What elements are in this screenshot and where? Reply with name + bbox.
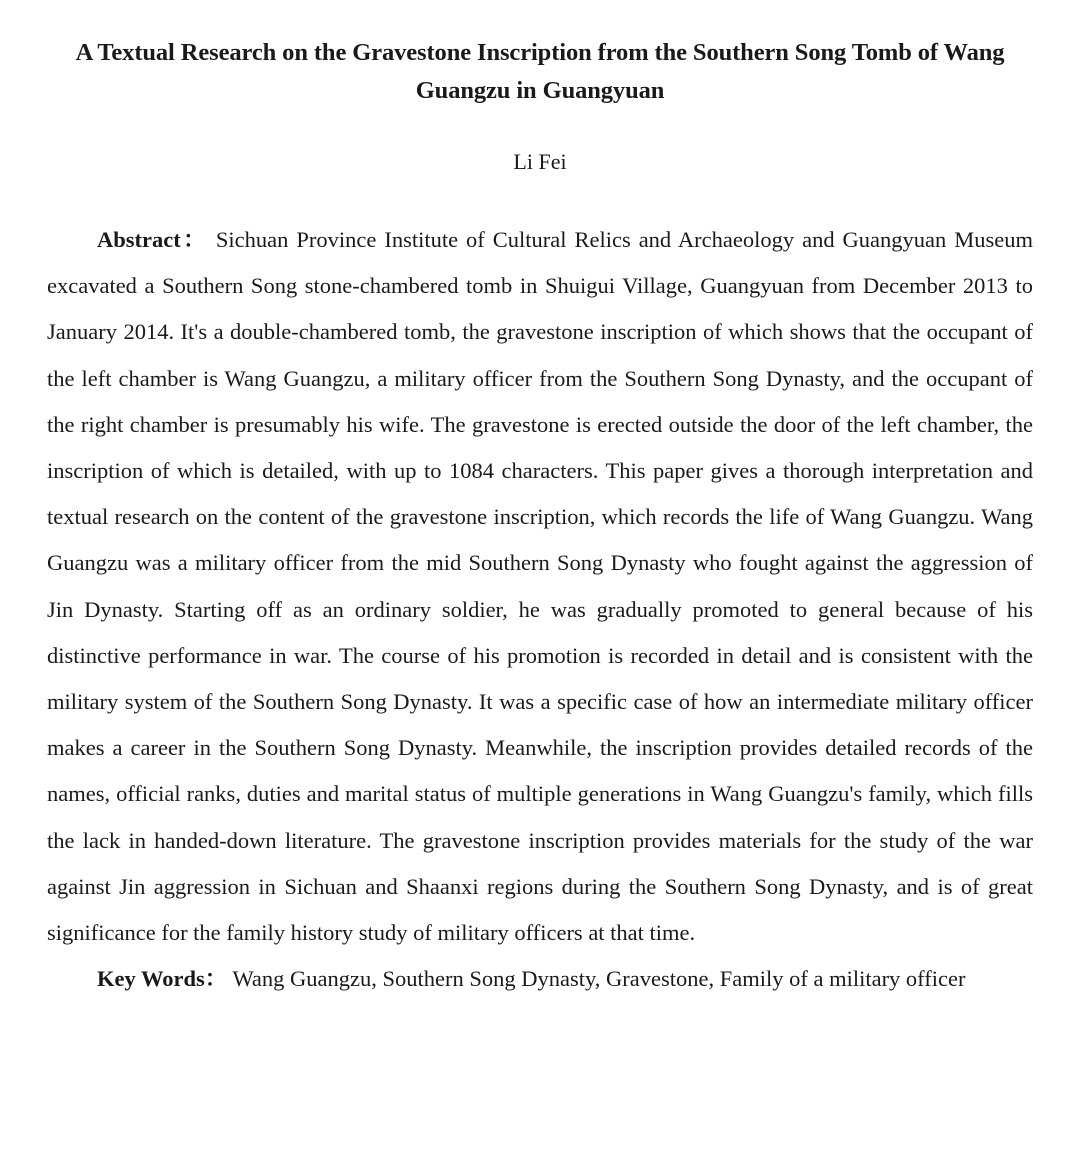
abstract-text: Sichuan Province Institute of Cultural Relics and Archaeology and Guangyuan Museum excavated a Southern Song stone-chambered tomb in Shuigui Village, Guangyuan from December 2013 to January 2014. It's a double-chambered tomb, the gravestone inscription of which shows that the occupant of the left chamber is Wang Guangzu, a military officer from the Southern Song Dynasty, and the occupant of the right chamber is presumably his wife. The gravestone is erected outside the door of the left chamber, the inscription of which is detailed, with up to 1084 characters. This paper gives a thorough interpretation and textual research on the content of the gravestone inscription, which records the life of Wang Guangzu. Wang Guangzu was a military officer from the mid Southern Song Dynasty who fought against the aggression of Jin Dynasty. Starting off as an ordinary soldier, he was gradually promoted to general because of his distinctive performance in war. The course of his promotion is recorded in detail and is consistent with the military system of the Southern Song Dynasty. It was a specific case of how an intermediate military officer makes a career in the Southern Song Dynasty. Meanwhile, the inscription provides detailed records of the names, official ranks, duties and marital status of multiple generations in Wang Guangzu's family, which fills the lack in handed-down literature. The gravestone inscription provides materials for the study of the war against Jin aggression in Sichuan and Shaanxi regions during the Southern Song Dynasty, and is of great significance for the family history study of military officers at that time. — [47, 227, 1034, 946]
author-name: Li Fei — [513, 149, 567, 174]
abstract-paragraph — [47, 217, 1033, 956]
keywords-text: Wang Guangzu, Southern Song Dynasty, Gravestone, Family of a military officer — [232, 966, 966, 992]
paper-title: A Textual Research on the Gravestone Inscription from the Southern Song Tomb of Wang Guangzu in Guangyuan — [75, 39, 1005, 104]
keywords-paragraph — [47, 956, 1033, 1002]
keywords-label: Key Words： — [97, 966, 228, 992]
paper-page — [47, 0, 1033, 1002]
abstract-label: Abstract： — [97, 227, 208, 252]
